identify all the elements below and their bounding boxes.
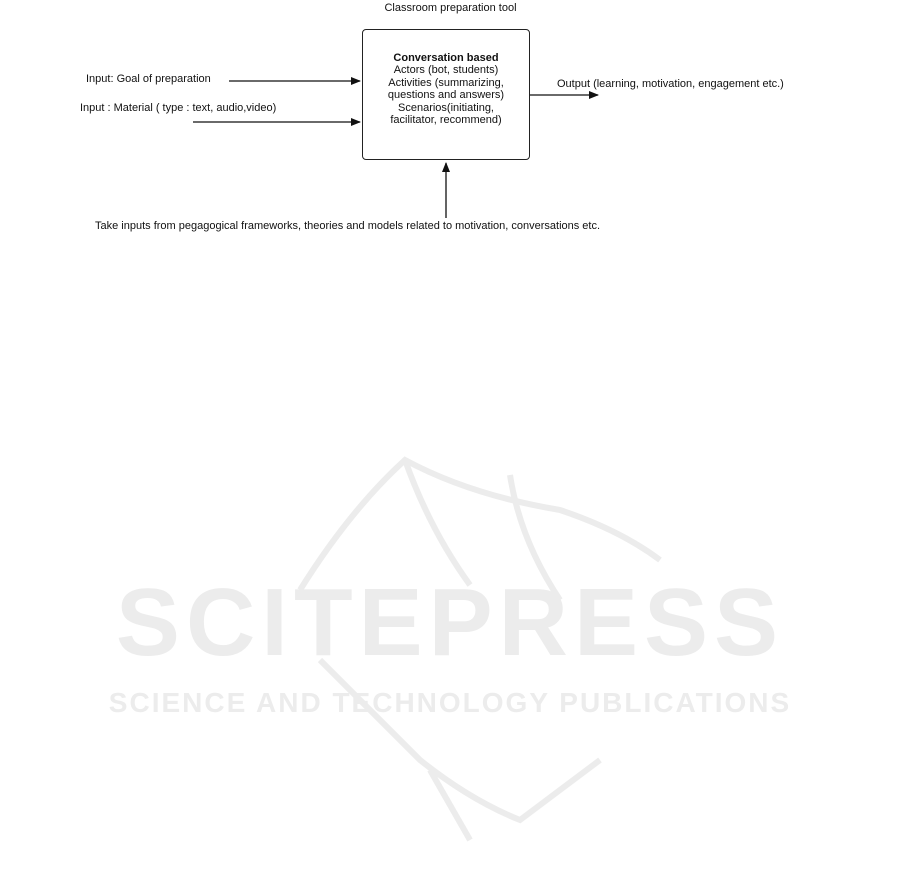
watermark-sub-text: SCIENCE AND TECHNOLOGY PUBLICATIONS [108, 687, 792, 718]
process-box-heading: Conversation based [393, 52, 499, 64]
process-box-line-actors: Actors (bot, students) [393, 64, 499, 77]
watermark-main-text: SCITEPRESS [115, 569, 785, 676]
output-label: Output (learning, motivation, engagement etc.) [557, 78, 784, 90]
process-box-line-scenarios: Scenarios(initiating, [398, 101, 494, 114]
input-material-label: Input : Material ( type : text, audio,video) [80, 102, 277, 114]
diagram-title: Classroom preparation tool [384, 2, 517, 14]
process-box-line-activities: Activities (summarizing, [388, 76, 504, 89]
frameworks-label: Take inputs from pegagogical frameworks, theories and models related to motivation, conversations etc. [95, 220, 601, 232]
input-goal-label: Input: Goal of preparation [86, 73, 211, 85]
process-box-line-questions: questions and answers) [387, 89, 505, 102]
process-box-line-facilitator: facilitator, recommend) [390, 114, 502, 127]
